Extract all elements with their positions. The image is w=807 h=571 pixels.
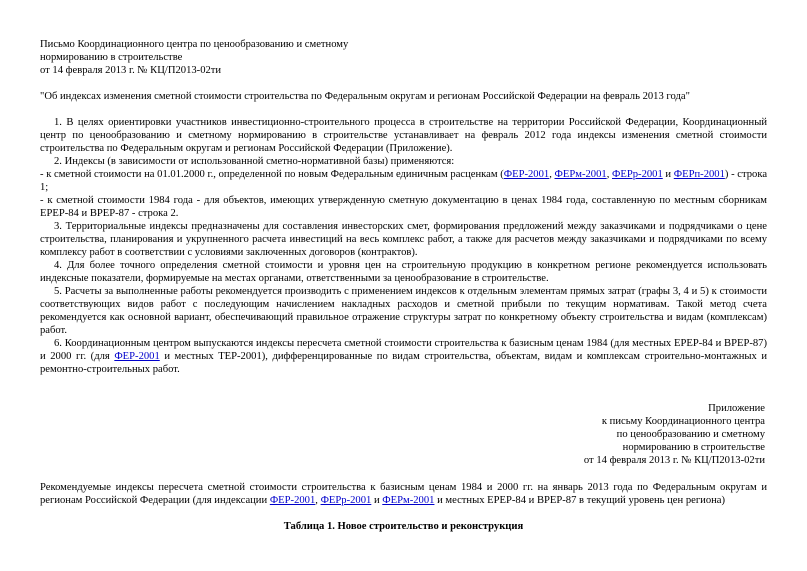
appendix-line-1: Приложение — [708, 403, 765, 414]
link-separator: , — [606, 169, 613, 180]
appendix-line-4: нормированию в строительстве — [622, 442, 765, 453]
link-fer-2001[interactable]: ФЕР-2001 — [269, 495, 316, 506]
link-fer-2001[interactable]: ФЕР-2001 — [503, 169, 550, 180]
letter-header — [40, 38, 460, 77]
link-separator: , — [315, 495, 321, 506]
letter-body — [40, 116, 767, 376]
paragraph-2: 2. Индексы (в зависимости от использованной сметно-нормативной базы) применяются: — [54, 156, 455, 167]
paragraph-8-text-start: 6. Координационным центром выпускаются индексы пересчета сметной стоимости строительства к базисным ценам 1984 (для местных ЕРЕР-84 и ВРЕР-87) и 2000 гг. (для — [40, 338, 767, 362]
appendix-block — [584, 402, 765, 467]
recommendation-text-start: Рекомендуемые индексы пересчета сметной стоимости строительства к базисным ценам 1984 и 2000 гг. на январь 2013 года по Федеральным округам и регионам Российской Федерации (для индексации — [40, 482, 767, 506]
paragraph-8-text-end: и местных ТЕР-2001), дифференцированные по видам строительства, объектам, видам и комплексам строительно-монтажных и ремонтно-строительных работ. — [40, 351, 767, 375]
link-ferr-2001[interactable]: ФЕРр-2001 — [612, 169, 663, 180]
paragraph-8 — [40, 337, 767, 376]
header-line-3: от 14 февраля 2013 г. № КЦ/П2013-02ти — [40, 65, 222, 76]
paragraph-3 — [40, 168, 767, 194]
appendix-line-5: от 14 февраля 2013 г. № КЦ/П2013-02ти — [583, 455, 765, 466]
link-ferm-2001[interactable]: ФЕРм-2001 — [554, 169, 607, 180]
paragraph-3-text-start: - к сметной стоимости на 01.01.2000 г., определенной по новым Федеральным единичным расценкам ( — [40, 169, 504, 180]
recommendation-text-end: и местных ЕРЕР-84 и ВРЕР-87 в текущий уровень цен региона) — [434, 495, 726, 506]
link-separator: , — [549, 169, 555, 180]
letter-title: "Об индексах изменения сметной стоимости строительства по Федеральным округам и регионам Российской Федерации на февраль 2013 года" — [40, 91, 690, 102]
recommendation-paragraph — [40, 481, 767, 507]
link-separator: и — [662, 169, 674, 180]
header-line-1: Письмо Координационного центра по ценообразованию и сметному — [40, 39, 349, 50]
link-ferr-2001[interactable]: ФЕРр-2001 — [320, 495, 372, 506]
link-fer-2001[interactable]: ФЕР-2001 — [114, 351, 160, 362]
header-line-2: нормированию в строительстве — [40, 52, 183, 63]
link-ferm-2001[interactable]: ФЕРм-2001 — [382, 495, 435, 506]
paragraph-1: 1. В целях ориентировки участников инвестиционно-строительного процесса в строительстве на территории Российской Федерации, Координационный центр по ценообразованию и сметному нормированию в строительстве устанавливает на февраль 2012 года индексы изменения сметной стоимости строительства по Федеральным округам и регионам Российской Федерации (Приложение). — [40, 117, 767, 154]
paragraph-6: 4. Для более точного определения сметной стоимости и уровня цен на строительную продукцию в конкретном регионе рекомендуется использовать индексные показатели, формируемые на местах органами, ответственными за ценообразование в строительстве. — [40, 260, 767, 284]
appendix-line-3: по ценообразованию и сметному — [616, 429, 765, 440]
link-separator: и — [371, 495, 383, 506]
appendix-line-2: к письму Координационного центра — [601, 416, 765, 427]
link-ferp-2001[interactable]: ФЕРп-2001 — [673, 169, 725, 180]
paragraph-3-text-end: ) - строка 1; — [40, 169, 768, 193]
paragraph-7: 5. Расчеты за выполненные работы рекомендуется производить с применением индексов к отдельным элементам прямых затрат (графы 3, 4 и 5) к стоимости соответствующих видов работ с последующим начислением накладных расходов и сметной прибыли по текущим нормативам. Такой метод счета рекомендуется как основной вариант, обеспечивающий правильное отражение структуры затрат по конкретному объекту строительства и видам (комплексам) работ. — [40, 286, 767, 336]
paragraph-5: 3. Территориальные индексы предназначены для составления инвесторских смет, формирования предложений между заказчиками и подрядчиками о цене строительства, планирования и укрупненного расчета инвестиций на весь комплекс работ, а также для расчетов между заказчиками и подрядчиками по всему комплексу работ в соответствии с условиями заключенных договоров (контрактов). — [40, 221, 767, 258]
table-title: Таблица 1. Новое строительство и реконструкция — [283, 521, 524, 532]
paragraph-4: - к сметной стоимости 1984 года - для объектов, имеющих утвержденную сметную документацию в ценах 1984 года, составленную по местным сборникам ЕРЕР-84 и ВРЕР-87 - строка 2. — [40, 195, 767, 219]
